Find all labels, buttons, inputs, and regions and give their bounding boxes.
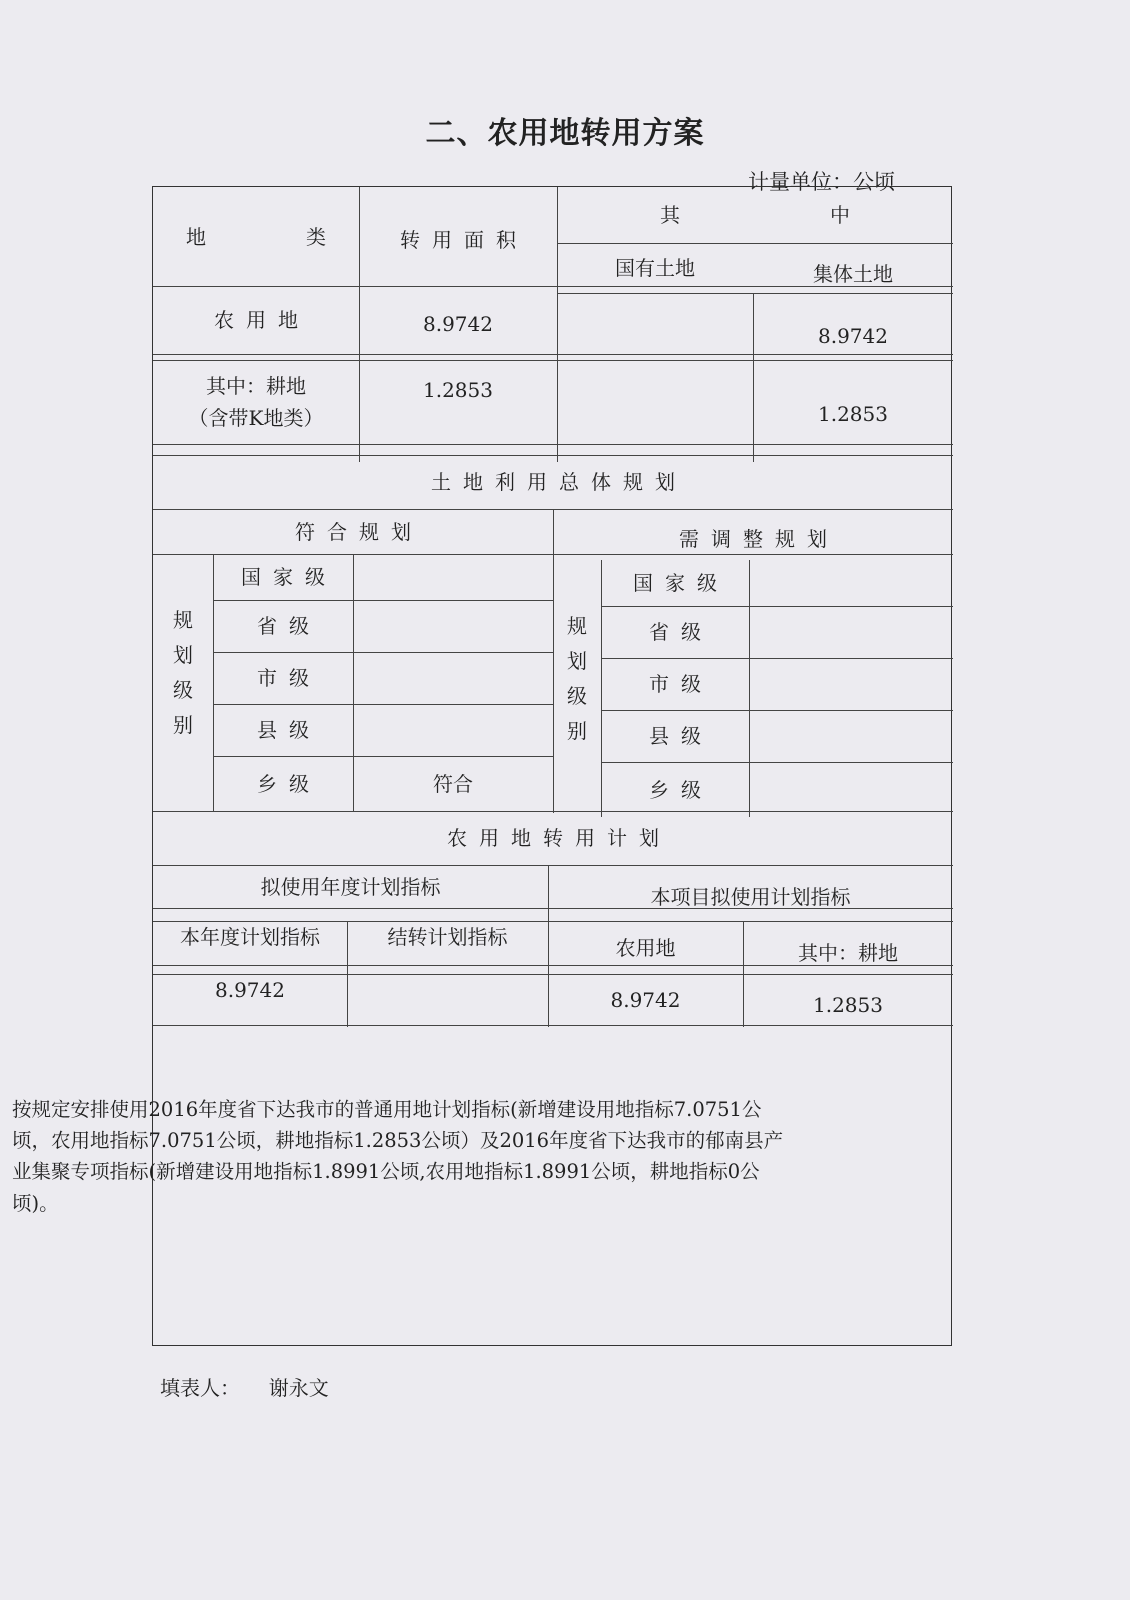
level-char: 规 <box>567 613 587 638</box>
level-char: 级 <box>567 683 587 708</box>
conforming-value-county <box>353 704 553 756</box>
conforming-planning-header: 符合规划 <box>295 519 423 544</box>
land-class-left-char: 地 <box>186 224 206 249</box>
adjust-level-province: 省级 <box>649 620 713 644</box>
adjust-planning-header: 需调整规划 <box>679 526 839 551</box>
adjust-level-label <box>553 560 601 817</box>
conforming-value-national <box>353 554 553 600</box>
adjust-level-county: 县级 <box>649 724 713 748</box>
project-cultivated-header: 其中：耕地 <box>798 940 898 965</box>
project-index-header: 本项目拟使用计划指标 <box>650 885 851 909</box>
conforming-level-province: 省级 <box>257 614 321 638</box>
conversion-plan-section-title: 农用地转用计划 <box>447 826 671 850</box>
level-char: 级 <box>173 677 193 702</box>
filler-label: 填表人： <box>160 1376 240 1400</box>
conforming-level-label <box>153 554 213 811</box>
page-title: 二、农用地转用方案 <box>425 116 705 151</box>
project-agricultural-value: 8.9742 <box>610 987 681 1012</box>
conversion-area-header: 转用面积 <box>400 228 528 252</box>
agricultural-land-area: 8.9742 <box>423 311 493 336</box>
project-cultivated-value: 1.2853 <box>813 992 883 1017</box>
cultivated-land-label-line1: 其中：耕地 <box>206 374 306 398</box>
current-year-index-header: 本年度计划指标 <box>180 924 320 949</box>
form-filler <box>160 1372 329 1401</box>
of-which-right-char: 中 <box>830 203 850 227</box>
conforming-value-city <box>353 652 553 704</box>
level-char: 别 <box>567 718 587 743</box>
of-which-left-char: 其 <box>660 203 680 227</box>
state-land-header: 国有土地 <box>615 256 695 280</box>
filler-name: 谢永文 <box>268 1376 329 1400</box>
conforming-level-township: 乡级 <box>257 771 321 796</box>
conforming-level-city: 市级 <box>257 666 321 690</box>
level-char: 规 <box>173 607 193 632</box>
adjust-level-city: 市级 <box>649 672 713 696</box>
adjust-value-province <box>749 606 953 658</box>
conforming-level-national: 国家级 <box>241 565 337 589</box>
adjust-value-township <box>749 762 953 817</box>
agricultural-land-collective: 8.9742 <box>818 324 888 348</box>
cultivated-land-label <box>153 360 359 444</box>
agricultural-land-label: 农用地 <box>214 308 310 332</box>
level-char: 别 <box>173 712 193 737</box>
cultivated-land-state <box>557 360 753 444</box>
level-char: 划 <box>173 642 193 667</box>
current-year-index-value: 8.9742 <box>215 978 285 1002</box>
unit-label: 计量单位：公顷 <box>748 170 895 194</box>
adjust-level-township: 乡级 <box>649 777 713 802</box>
conforming-value-province <box>353 600 553 652</box>
cultivated-land-label-line2: （含带K地类） <box>188 406 324 430</box>
carryover-index-header: 结转计划指标 <box>387 924 508 949</box>
cultivated-land-collective: 1.2853 <box>818 402 888 426</box>
level-char: 划 <box>567 648 587 673</box>
conforming-level-county: 县级 <box>257 718 321 742</box>
cultivated-land-area: 1.2853 <box>423 378 493 402</box>
planning-section-title: 土地利用总体规划 <box>431 470 687 494</box>
project-agricultural-header: 农用地 <box>615 935 676 960</box>
adjust-value-national <box>749 560 953 606</box>
annual-index-header: 拟使用年度计划指标 <box>260 874 441 899</box>
remark-note: 按规定安排使用2016年度省下达我市的普通用地计划指标(新增建设用地指标7.0751公顷，农用地指标7.0751公顷，耕地指标1.2853公顷）及2016年度省下达我市的郁南县产业集聚专项指标(新增建设用地指标1.8991公顷,农用地指标1.8991公顷，耕地指标0公顷)。 <box>12 1098 784 1215</box>
adjust-value-city <box>749 658 953 710</box>
adjust-level-national: 国家级 <box>633 571 729 595</box>
adjust-value-county <box>749 710 953 762</box>
collective-land-header: 集体土地 <box>813 262 893 286</box>
carryover-index-value <box>347 965 548 1025</box>
of-which-header <box>557 187 953 243</box>
land-class-right-char: 类 <box>306 224 326 249</box>
agricultural-land-state <box>557 293 753 354</box>
land-class-header <box>153 187 359 286</box>
conforming-value-township: 符合 <box>433 771 473 796</box>
